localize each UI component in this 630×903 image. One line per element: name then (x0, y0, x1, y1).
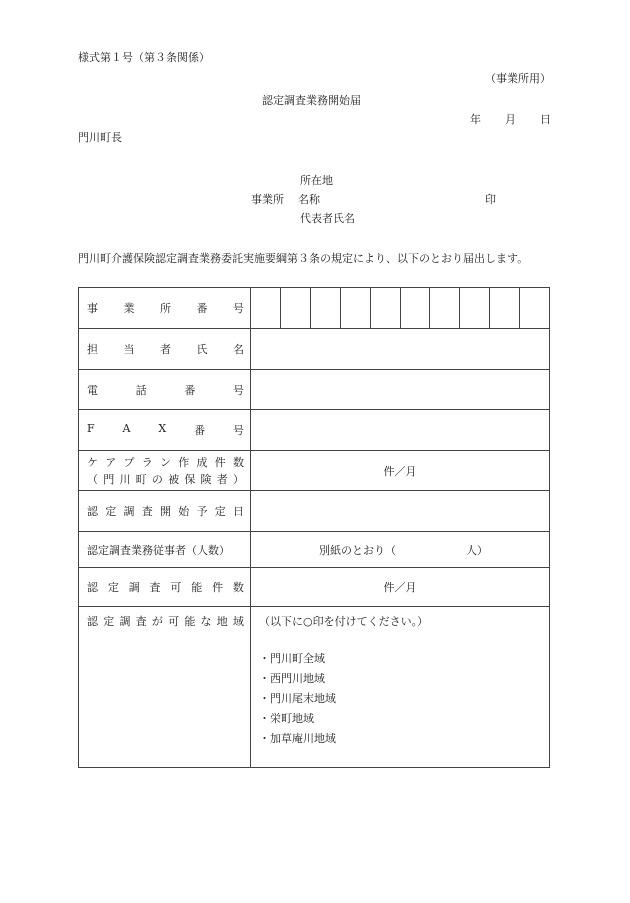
label-char: 業 (123, 302, 135, 315)
label-char: 所 (160, 302, 171, 315)
area-option[interactable]: ・栄町地域 (259, 712, 314, 725)
seal-mark: 印 (485, 193, 496, 206)
date-year: 年 (470, 113, 481, 126)
label-char: 保 (184, 472, 196, 486)
label-char: 数 (233, 455, 244, 469)
label-char: F (87, 422, 95, 435)
label-char: 担 (87, 343, 98, 356)
label-char: 調 (119, 615, 131, 628)
area-option[interactable]: ・加草庵川地域 (259, 732, 336, 745)
area-list (259, 649, 549, 749)
area-label (79, 607, 251, 768)
label-char: ケ (87, 455, 98, 469)
label-char: 可 (168, 615, 180, 628)
staff-count-prefix: 別紙のとおり（ (319, 543, 396, 557)
office-number-digit[interactable] (311, 288, 341, 328)
label-char: 件 (214, 455, 226, 469)
area-note: （以下に○印を付けてください。） (259, 615, 429, 628)
label-char: ） (232, 472, 244, 486)
office-number-digit[interactable] (371, 288, 401, 328)
label-char: X (158, 422, 167, 435)
label-char: 号 (232, 383, 244, 397)
office-number-digit[interactable] (490, 288, 520, 328)
office-number-digit[interactable] (281, 288, 311, 328)
office-number-digit[interactable] (251, 288, 281, 328)
area-option[interactable]: ・門川町全域 (259, 652, 325, 665)
area-option[interactable]: ・門川尾末地域 (259, 692, 336, 705)
label-char: 認 (87, 505, 98, 518)
label-char: 番 (184, 383, 196, 397)
label-char: 名 (233, 343, 244, 356)
careplan-count-field[interactable] (251, 451, 550, 491)
label-char: 能 (191, 581, 203, 594)
label-char: 予 (196, 505, 208, 518)
careplan-count-unit: 件／月 (383, 464, 417, 478)
office-number-field[interactable] (251, 288, 550, 329)
label-char: 開 (160, 505, 171, 518)
label-char: 川 (119, 472, 131, 486)
label-char: 定 (105, 505, 117, 518)
label-char: 被 (168, 472, 180, 486)
office-number-digit[interactable] (520, 288, 549, 328)
area-option[interactable]: ・西門川地域 (259, 672, 325, 685)
label-char: 域 (232, 615, 244, 628)
label-char: ラ (141, 455, 153, 469)
label-char: ン (160, 455, 171, 469)
label-char: 電 (87, 383, 98, 397)
label-char: 定 (103, 615, 115, 628)
capacity-label (79, 568, 251, 607)
label-char: 町 (135, 472, 147, 486)
label-char: 険 (200, 472, 212, 486)
label-char: 成 (196, 455, 208, 469)
office-number-digit[interactable] (401, 288, 431, 328)
label-char: （ (87, 472, 98, 486)
label-char: 能 (184, 615, 196, 628)
staff-count-suffix: 人） (466, 543, 488, 557)
office-number-digit[interactable] (460, 288, 490, 328)
label-char: 認 (87, 615, 98, 628)
start-date-field[interactable] (251, 491, 550, 532)
form-table (78, 287, 550, 768)
phone-field[interactable] (251, 370, 550, 410)
label-char: の (151, 472, 163, 486)
start-date-label (79, 491, 251, 532)
name-label: 名称 (298, 193, 320, 206)
person-in-charge-label (79, 329, 251, 370)
area-field (251, 607, 550, 768)
label-char: 号 (233, 424, 244, 437)
office-number-digit[interactable] (341, 288, 371, 328)
label-char: 号 (233, 302, 244, 315)
label-char: が (151, 615, 163, 628)
applicant-group-label: 事業所 (251, 193, 284, 206)
label-char: 門 (103, 472, 115, 486)
date-month: 月 (505, 113, 516, 126)
fax-field[interactable] (251, 410, 550, 451)
fax-label (79, 410, 251, 451)
office-number-label (79, 288, 251, 329)
label-char: な (200, 615, 212, 628)
label-char: 作 (178, 455, 190, 469)
label-char: 可 (170, 581, 182, 594)
staff-count-field[interactable] (251, 532, 550, 568)
label-char: 番 (196, 302, 208, 315)
phone-label (79, 370, 251, 410)
label-char: 者 (216, 472, 228, 486)
label-char: 調 (123, 505, 135, 518)
office-number-digit[interactable] (430, 288, 460, 328)
careplan-count-label (79, 451, 251, 491)
capacity-unit: 件／月 (383, 581, 417, 594)
label-char: プ (123, 455, 135, 469)
representative-label: 代表者氏名 (300, 212, 355, 225)
label-char: 地 (216, 615, 228, 628)
label-char: 認 (87, 581, 98, 594)
label-char: 番 (194, 424, 206, 437)
form-number: 様式第１号（第３条関係） (78, 51, 210, 64)
label-char: 事 (87, 302, 98, 315)
statement: 門川町介護保険認定調査業務委託実施要綱第３条の規定により、以下のとおり届出します。 (78, 252, 529, 265)
label-char: 話 (135, 383, 147, 397)
label-char: ア (105, 455, 117, 469)
document-title: 認定調査業務開始届 (262, 94, 361, 107)
label-char: 査 (149, 581, 161, 594)
person-in-charge-field[interactable] (251, 329, 550, 370)
label-char: 定 (214, 505, 226, 518)
label-char: 査 (135, 615, 147, 628)
label-char: 日 (233, 505, 244, 518)
address-label: 所在地 (300, 174, 333, 187)
label-char: 査 (141, 505, 153, 518)
date-day: 日 (540, 113, 551, 126)
label-char: 調 (128, 581, 140, 594)
label-char: 者 (160, 343, 171, 356)
staff-count-label: 認定調査業務従事者（人数） (79, 532, 251, 568)
label-char: 件 (212, 581, 224, 594)
label-char: A (122, 422, 131, 435)
label-char: 定 (107, 581, 119, 594)
label-char: 氏 (196, 343, 208, 356)
office-use-label: （事業所用） (485, 72, 551, 85)
label-char: 始 (178, 505, 190, 518)
capacity-field[interactable] (251, 568, 550, 607)
label-char: 当 (123, 343, 135, 356)
addressee: 門川町長 (78, 131, 122, 144)
label-char: 数 (232, 581, 244, 594)
